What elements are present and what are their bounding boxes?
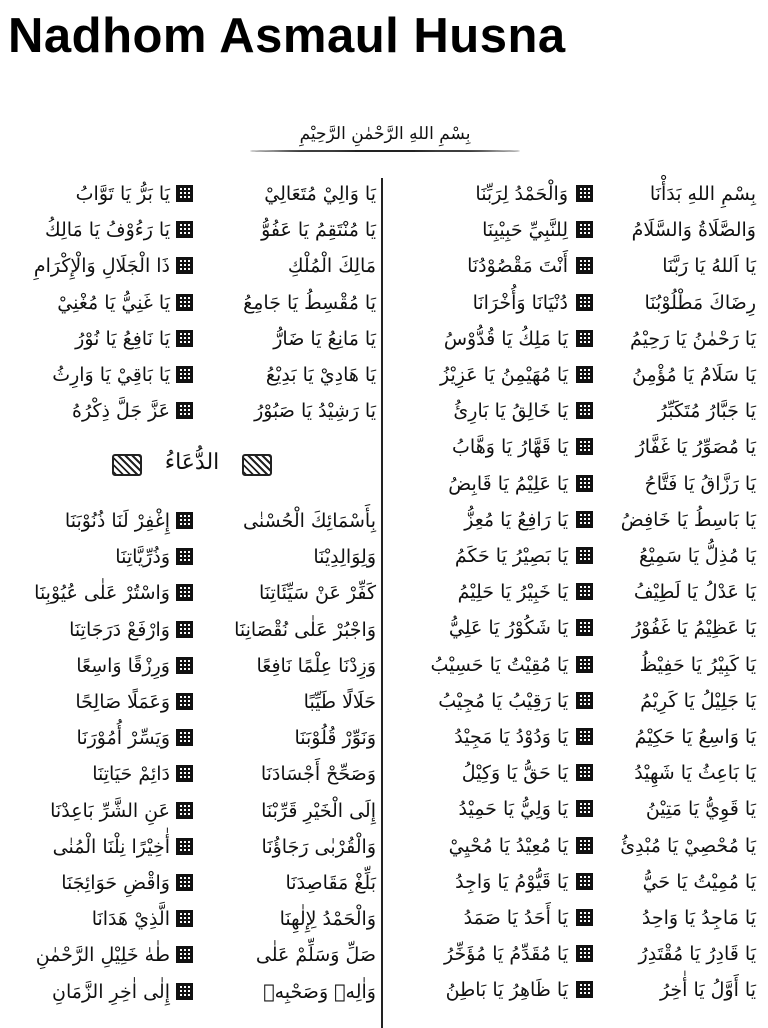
- verse-separator-icon: [176, 874, 193, 891]
- verse-second-half: يَا أَحَدُ يَا صَمَدُ: [463, 907, 568, 929]
- verse-first-half: يَا مُنْتَقِمُ يَا عَفُوُّ: [261, 219, 376, 242]
- verse-first-half: يَا جَلِيْلُ يَا كَرِيْمُ: [640, 689, 756, 712]
- verse-separator-icon: [576, 800, 593, 817]
- verse-second-half: يَا رَءُوْفُ يَا مَالِكُ: [44, 219, 170, 242]
- verse-separator-icon: [576, 656, 593, 673]
- verse-second-half: وَذُرِّيَّاتِنَا: [115, 546, 170, 569]
- doa-heading-text: الدُّعَاءُ: [164, 450, 220, 475]
- verse-second-half: يَا مَلِكُ يَا قُدُّوْسُ: [443, 327, 568, 350]
- doa-heading: [112, 446, 272, 486]
- verse-separator-icon: [176, 946, 193, 963]
- verse-second-half: وَرِزْقًا وَاسِعًا: [76, 654, 170, 677]
- verse-first-half: يَا مُذِلُّ يَا سَمِيْعُ: [639, 545, 756, 567]
- verse-first-half: يَا جَبَّارُ مُتَكَبِّرُ: [657, 400, 756, 423]
- verse-second-half: يَا خَبِيْرُ يَا حَلِيْمُ: [457, 581, 568, 604]
- verse-row: [8, 795, 378, 828]
- verse-row: [8, 939, 378, 972]
- verse-row: [390, 938, 760, 971]
- verse-first-half: يَا مُقْسِطُ يَا جَامِعُ: [243, 291, 376, 314]
- verse-first-half: يَا رَشِيْدُ يَا صَبُوْرُ: [254, 400, 376, 423]
- verse-separator-icon: [576, 764, 593, 781]
- verse-second-half: إِغْفِرْ لَنَا ذُنُوْبَنَا: [64, 510, 170, 532]
- verse-first-half: يَا وَالِيْ مُتَعَالِيْ: [264, 183, 376, 205]
- verse-separator-icon: [576, 257, 593, 274]
- verse-first-half: وَلِوَالِدِيْنَا: [313, 546, 376, 569]
- verse-separator-icon: [176, 693, 193, 710]
- verse-first-half: يَا كَبِيْرُ يَا حَفِيْظُ: [639, 653, 756, 676]
- verse-row: [8, 758, 378, 791]
- verse-first-half: بِسْمِ اللهِ بَدَأْنَا: [649, 183, 756, 205]
- verse-row: [390, 323, 760, 356]
- verse-row: [390, 504, 760, 537]
- verse-first-half: رِضَاكَ مَطْلُوْبُنَا: [644, 291, 756, 314]
- verse-separator-icon: [576, 294, 593, 311]
- verse-first-half: يَا هَادِيْ يَا بَدِيْعُ: [265, 364, 376, 386]
- verse-second-half: يَا حَقُّ يَا وَكِيْلُ: [461, 762, 568, 785]
- verse-row: [390, 793, 760, 826]
- verse-row: [8, 976, 378, 1009]
- verse-row: [390, 359, 760, 392]
- verse-second-half: طٰهٰ خَلِيْلِ الرَّحْمٰنِ: [35, 944, 170, 967]
- verse-row: [8, 722, 378, 755]
- verse-first-half: يَا رَحْمٰنُ يَا رَحِيْمُ: [630, 327, 756, 350]
- verse-separator-icon: [576, 475, 593, 492]
- doa-verses: [8, 505, 378, 1025]
- verse-separator-icon: [176, 548, 193, 565]
- verse-separator-icon: [176, 729, 193, 746]
- verse-separator-icon: [576, 438, 593, 455]
- verse-separator-icon: [576, 728, 593, 745]
- verse-first-half: يَا وَاسِعُ يَا حَكِيْمُ: [634, 726, 756, 748]
- verse-first-half: إِلَى الْخَيْرِ قَرِّبْنَا: [261, 799, 376, 822]
- verse-separator-icon: [176, 621, 193, 638]
- verse-row: [8, 214, 378, 247]
- verse-separator-icon: [176, 402, 193, 419]
- verse-second-half: وَيَسِّرْ أُمُوْرَنَا: [76, 727, 170, 750]
- verse-row: [390, 178, 760, 211]
- basmalah-swash: [250, 150, 520, 152]
- verse-second-half: يَا بَصِيْرُ يَا حَكَمُ: [454, 545, 568, 567]
- verse-row: [390, 974, 760, 1007]
- heading-ornament-right-icon: [242, 454, 272, 476]
- verse-second-half: عَنِ الشَّرِّ بَاعِدْنَا: [50, 799, 170, 822]
- verse-first-half: وَاٰلِهٖ وَصَحْبِهٖ: [263, 980, 376, 1003]
- verse-second-half: يَا بَاقِيْ يَا وَارِثُ: [52, 364, 170, 386]
- verse-second-half: يَا مُقَدِّمُ يَا مُؤَخِّرُ: [443, 943, 568, 966]
- verse-first-half: وَنَوِّرْ قُلُوْبَنَا: [294, 727, 376, 750]
- verse-separator-icon: [576, 511, 593, 528]
- verse-separator-icon: [176, 366, 193, 383]
- verse-second-half: يَا قَهَّارُ يَا وَهَّابُ: [452, 436, 568, 459]
- heading-ornament-left-icon: [112, 454, 142, 476]
- verse-separator-icon: [576, 873, 593, 890]
- verse-row: [390, 721, 760, 754]
- verse-row: [8, 250, 378, 283]
- verse-second-half: يَا مُعِيْدُ يَا مُحْيِيْ: [448, 834, 568, 857]
- verse-row: [390, 214, 760, 247]
- verse-row: [390, 685, 760, 718]
- verse-separator-icon: [176, 294, 193, 311]
- verse-row: [390, 757, 760, 790]
- verse-separator-icon: [576, 185, 593, 202]
- verse-second-half: يَا عَلِيْمُ يَا قَابِضُ: [448, 472, 568, 495]
- verse-separator-icon: [176, 983, 193, 1000]
- verse-first-half: مَالِكَ الْمُلْكِ: [287, 255, 376, 278]
- verse-row: [8, 577, 378, 610]
- verse-second-half: يَا شَكُوْرُ يَا عَلِيُّ: [448, 617, 568, 640]
- verse-separator-icon: [576, 981, 593, 998]
- verse-first-half: يَا بَاعِثُ يَا شَهِيْدُ: [634, 762, 756, 785]
- verse-separator-icon: [576, 402, 593, 419]
- verse-row: [390, 612, 760, 645]
- verse-first-half: يَا أَوَّلُ يَا أٰخِرُ: [659, 979, 756, 1002]
- column-divider: [381, 178, 383, 1028]
- verse-row: [390, 395, 760, 428]
- verse-second-half: الَّذِيْ هَدَانَا: [91, 908, 170, 931]
- left-column-verses: [8, 178, 378, 423]
- verse-separator-icon: [176, 765, 193, 782]
- verse-first-half: بَلِّغْ مَقَاصِدَنَا: [285, 872, 376, 894]
- verse-row: [390, 431, 760, 464]
- verse-row: [8, 686, 378, 719]
- verse-separator-icon: [576, 583, 593, 600]
- verse-first-half: يَا سَلَامُ يَا مُؤْمِنُ: [632, 364, 756, 386]
- basmalah-text: بِسْمِ اللهِ الرَّحْمٰنِ الرَّحِيْمِ: [299, 124, 471, 144]
- verse-second-half: يَا غَنِيُّ يَا مُغْنِيْ: [57, 291, 170, 314]
- verse-first-half: يَا مُحْصِيْ يَا مُبْدِئُ: [620, 834, 756, 857]
- verse-first-half: صَلِّ وَسَلِّمْ عَلٰى: [255, 944, 376, 967]
- verse-row: [390, 649, 760, 682]
- verse-row: [390, 540, 760, 573]
- verse-separator-icon: [576, 366, 593, 383]
- verse-row: [390, 866, 760, 899]
- verse-row: [8, 395, 378, 428]
- verse-row: [8, 359, 378, 392]
- verse-first-half: وَصَحِّحْ أَجْسَادَنَا: [260, 763, 376, 786]
- verse-separator-icon: [576, 945, 593, 962]
- verse-row: [8, 614, 378, 647]
- verse-separator-icon: [576, 837, 593, 854]
- verse-second-half: أٰخِيْرًا نِلْنَا الْمُنٰى: [52, 835, 170, 858]
- verse-first-half: يَا اَللهُ يَا رَبَّنَا: [662, 255, 756, 278]
- verse-first-half: يَا بَاسِطُ يَا خَافِضُ: [620, 508, 756, 531]
- verse-separator-icon: [176, 512, 193, 529]
- verse-row: [8, 650, 378, 683]
- verse-row: [8, 178, 378, 211]
- verse-second-half: ذَا الْجَلَالِ وَالْإِكْرَامِ: [33, 255, 170, 278]
- verse-first-half: يَا رَزَّاقُ يَا فَتَّاحُ: [644, 472, 756, 495]
- right-column-verses: [390, 178, 760, 1028]
- verse-first-half: يَا مُمِيْتُ يَا حَيُّ: [642, 870, 756, 893]
- verse-first-half: وَزِدْنَا عِلْمًا نَافِعًا: [256, 654, 376, 677]
- verse-row: [390, 576, 760, 609]
- verse-second-half: عَزَّ جَلَّ ذِكْرُهُ: [72, 400, 170, 423]
- verse-first-half: وَالْقُرْبٰى رَجَاؤُنَا: [261, 835, 376, 858]
- verse-second-half: يَا مُقِيْتُ يَا حَسِيْبُ: [430, 653, 568, 676]
- verse-second-half: إِلٰى اٰخِرِ الزَّمَانِ: [52, 980, 170, 1003]
- verse-separator-icon: [176, 330, 193, 347]
- verse-separator-icon: [576, 330, 593, 347]
- verse-row: [390, 830, 760, 863]
- verse-separator-icon: [576, 221, 593, 238]
- verse-second-half: دُنْيَانَا وَأُخْرَانَا: [472, 291, 568, 314]
- verse-second-half: يَا رَقِيْبُ يَا مُجِيْبُ: [438, 689, 568, 712]
- verse-first-half: يَا عَدْلُ يَا لَطِيْفُ: [633, 581, 756, 604]
- verse-first-half: حَلَالًا طَيِّبًا: [303, 691, 376, 713]
- verse-second-half: وَعَمَلًا صَالِحًا: [75, 691, 170, 713]
- verse-separator-icon: [176, 838, 193, 855]
- verse-row: [8, 323, 378, 356]
- verse-second-half: يَا قَيُّوْمُ يَا وَاجِدُ: [455, 870, 568, 893]
- verse-first-half: يَا مَاجِدُ يَا وَاحِدُ: [641, 907, 756, 929]
- verse-separator-icon: [176, 221, 193, 238]
- verse-separator-icon: [176, 657, 193, 674]
- verse-first-half: وَالصَّلَاةُ وَالسَّلَامُ: [631, 219, 756, 242]
- verse-second-half: يَا نَافِعُ يَا نُوْرُ: [75, 327, 170, 350]
- verse-row: [390, 287, 760, 320]
- verse-first-half: بِأَسْمَائِكَ الْحُسْنٰى: [243, 510, 376, 532]
- verse-first-half: يَا قَادِرُ يَا مُقْتَدِرُ: [638, 943, 756, 966]
- verse-first-half: يَا مَانِعُ يَا ضَارُّ: [273, 327, 376, 350]
- verse-second-half: أَنْتَ مَقْصُوْدُنَا: [467, 255, 568, 278]
- verse-row: [8, 541, 378, 574]
- verse-separator-icon: [576, 909, 593, 926]
- verse-first-half: يَا قَوِيُّ يَا مَتِيْنُ: [645, 798, 756, 821]
- verse-second-half: وَالْحَمْدُ لِرَبِّنَا: [475, 183, 568, 205]
- verse-second-half: لِلنَّبِيِّ حَبِيْبِنَا: [482, 219, 568, 242]
- verse-separator-icon: [176, 257, 193, 274]
- verse-second-half: يَا خَالِقُ يَا بَارِئُ: [453, 400, 568, 423]
- verse-second-half: وَاقْضِ حَوَائِجَنَا: [61, 872, 170, 894]
- verse-row: [390, 250, 760, 283]
- verse-first-half: كَفِّرْ عَنْ سَيِّئَاتِنَا: [258, 582, 376, 605]
- verse-row: [8, 505, 378, 538]
- verse-second-half: وَاسْتُرْ عَلٰى عُيُوْبِنَا: [34, 582, 170, 605]
- verse-row: [8, 903, 378, 936]
- verse-first-half: يَا عَظِيْمُ يَا غَفُوْرُ: [631, 617, 756, 640]
- verse-separator-icon: [576, 547, 593, 564]
- verse-first-half: يَا مُصَوِّرُ يَا غَفَّارُ: [635, 436, 756, 459]
- verse-second-half: يَا وَلِيُّ يَا حَمِيْدُ: [458, 798, 568, 821]
- verse-separator-icon: [176, 185, 193, 202]
- verse-separator-icon: [576, 692, 593, 709]
- verse-row: [8, 867, 378, 900]
- verse-second-half: دَائِمْ حَيَاتِنَا: [92, 763, 170, 786]
- verse-separator-icon: [176, 910, 193, 927]
- basmalah-header: [240, 122, 530, 162]
- verse-second-half: يَا رَافِعُ يَا مُعِزُّ: [464, 508, 568, 531]
- verse-separator-icon: [576, 619, 593, 636]
- verse-second-half: يَا مُهَيْمِنُ يَا عَزِيْزُ: [440, 364, 568, 386]
- verse-first-half: وَاجْبُرْ عَلٰى نُقْصَانِنَا: [234, 618, 376, 641]
- verse-second-half: يَا بَرُّ يَا تَوَّابُ: [75, 183, 170, 205]
- verse-first-half: وَالْحَمْدُ لِإِلٰهِنَا: [279, 908, 376, 931]
- verse-separator-icon: [176, 584, 193, 601]
- verse-row: [8, 831, 378, 864]
- verse-second-half: يَا ظَاهِرُ يَا بَاطِنُ: [445, 979, 568, 1002]
- verse-second-half: وَارْفَعْ دَرَجَاتِنَا: [69, 618, 170, 641]
- verse-row: [8, 287, 378, 320]
- verse-row: [390, 468, 760, 501]
- page-title: Nadhom Asmaul Husna: [8, 9, 566, 63]
- verse-separator-icon: [176, 802, 193, 819]
- verse-second-half: يَا وَدُوْدُ يَا مَجِيْدُ: [454, 726, 568, 748]
- verse-row: [390, 902, 760, 935]
